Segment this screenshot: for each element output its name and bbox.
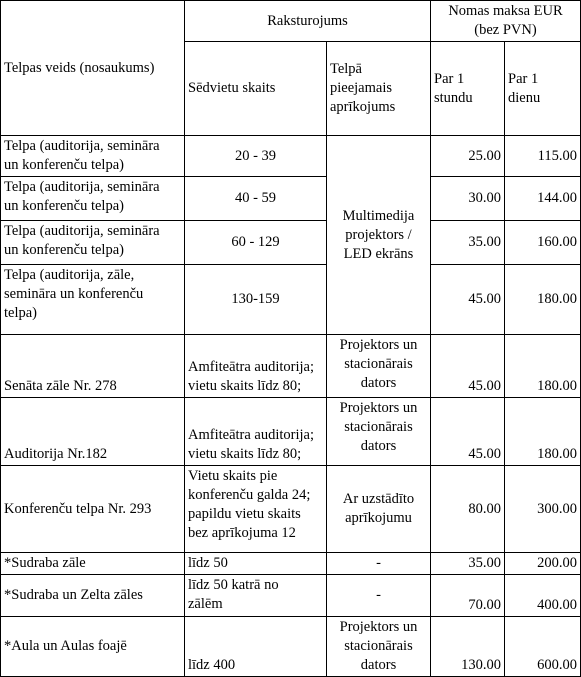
price-hour: 45.00 (431, 398, 505, 466)
seats-cell: līdz 400 (185, 617, 327, 677)
price-hour: 70.00 (431, 575, 505, 617)
table-row (1, 221, 581, 265)
price-day: 160.00 (505, 221, 581, 265)
seats-cell: 130-159 (185, 265, 327, 335)
price-hour: 25.00 (431, 136, 505, 177)
seats-cell: Vietu skaits pie konferenču galda 24; papildu vietu skaits bez aprīkojuma 12 (185, 466, 327, 553)
table-row (1, 335, 581, 398)
shared-equipment-cell: Multimedija projektors / LED ekrāns (327, 136, 431, 335)
price-hour: 45.00 (431, 265, 505, 335)
price-hour: 130.00 (431, 617, 505, 677)
table-row (1, 398, 581, 466)
seats-cell: līdz 50 (185, 553, 327, 575)
price-day: 400.00 (505, 575, 581, 617)
seats-cell: Amfiteātra auditorija; vietu skaits līdz 80; (185, 398, 327, 466)
table-row (1, 575, 581, 617)
header-per-hour: Par 1 stundu (431, 42, 505, 136)
header-characteristic: Raksturojums (185, 1, 431, 42)
room-name: Telpa (auditorija, semināra un konferenču telpa) (1, 177, 185, 221)
header-room-type: Telpas veids (nosaukums) (1, 1, 185, 136)
equipment-cell: Projektors un stacionārais dators (327, 335, 431, 398)
price-day: 180.00 (505, 265, 581, 335)
room-name: Telpa (auditorija, semināra un konferenču telpa) (1, 136, 185, 177)
room-name: *Sudraba zāle (1, 553, 185, 575)
price-hour: 80.00 (431, 466, 505, 553)
room-name: Telpa (auditorija, semināra un konferenču telpa) (1, 221, 185, 265)
seats-cell: Amfiteātra auditorija; vietu skaits līdz 80; (185, 335, 327, 398)
header-per-day: Par 1 dienu (505, 42, 581, 136)
equipment-cell: - (327, 575, 431, 617)
price-day: 180.00 (505, 335, 581, 398)
header-price: Nomas maksa EUR (bez PVN) (431, 1, 581, 42)
price-hour: 35.00 (431, 221, 505, 265)
table-row (1, 177, 581, 221)
room-name: Konferenču telpa Nr. 293 (1, 466, 185, 553)
price-day: 200.00 (505, 553, 581, 575)
price-hour: 30.00 (431, 177, 505, 221)
equipment-cell: Ar uzstādīto aprīkojumu (327, 466, 431, 553)
room-name: Telpa (auditorija, zāle, semināra un konferenču telpa) (1, 265, 185, 335)
seats-cell: līdz 50 katrā no zālēm (185, 575, 327, 617)
equipment-cell: Projektors un stacionārais dators (327, 398, 431, 466)
seats-cell: 20 - 39 (185, 136, 327, 177)
price-hour: 45.00 (431, 335, 505, 398)
seats-cell: 40 - 59 (185, 177, 327, 221)
table-row (1, 136, 581, 177)
table-row (1, 553, 581, 575)
room-name: *Aula un Aulas foajē (1, 617, 185, 677)
price-hour: 35.00 (431, 553, 505, 575)
equipment-cell: - (327, 553, 431, 575)
price-day: 180.00 (505, 398, 581, 466)
room-name: Auditorija Nr.182 (1, 398, 185, 466)
header-equipment: Telpā pieejamais aprīkojums (327, 42, 431, 136)
table-row (1, 466, 581, 553)
header-seats: Sēdvietu skaits (185, 42, 327, 136)
room-name: *Sudraba un Zelta zāles (1, 575, 185, 617)
price-day: 600.00 (505, 617, 581, 677)
table-row (1, 265, 581, 335)
price-day: 115.00 (505, 136, 581, 177)
seats-cell: 60 - 129 (185, 221, 327, 265)
price-day: 300.00 (505, 466, 581, 553)
price-day: 144.00 (505, 177, 581, 221)
room-name: Senāta zāle Nr. 278 (1, 335, 185, 398)
equipment-cell: Projektors un stacionārais dators (327, 617, 431, 677)
